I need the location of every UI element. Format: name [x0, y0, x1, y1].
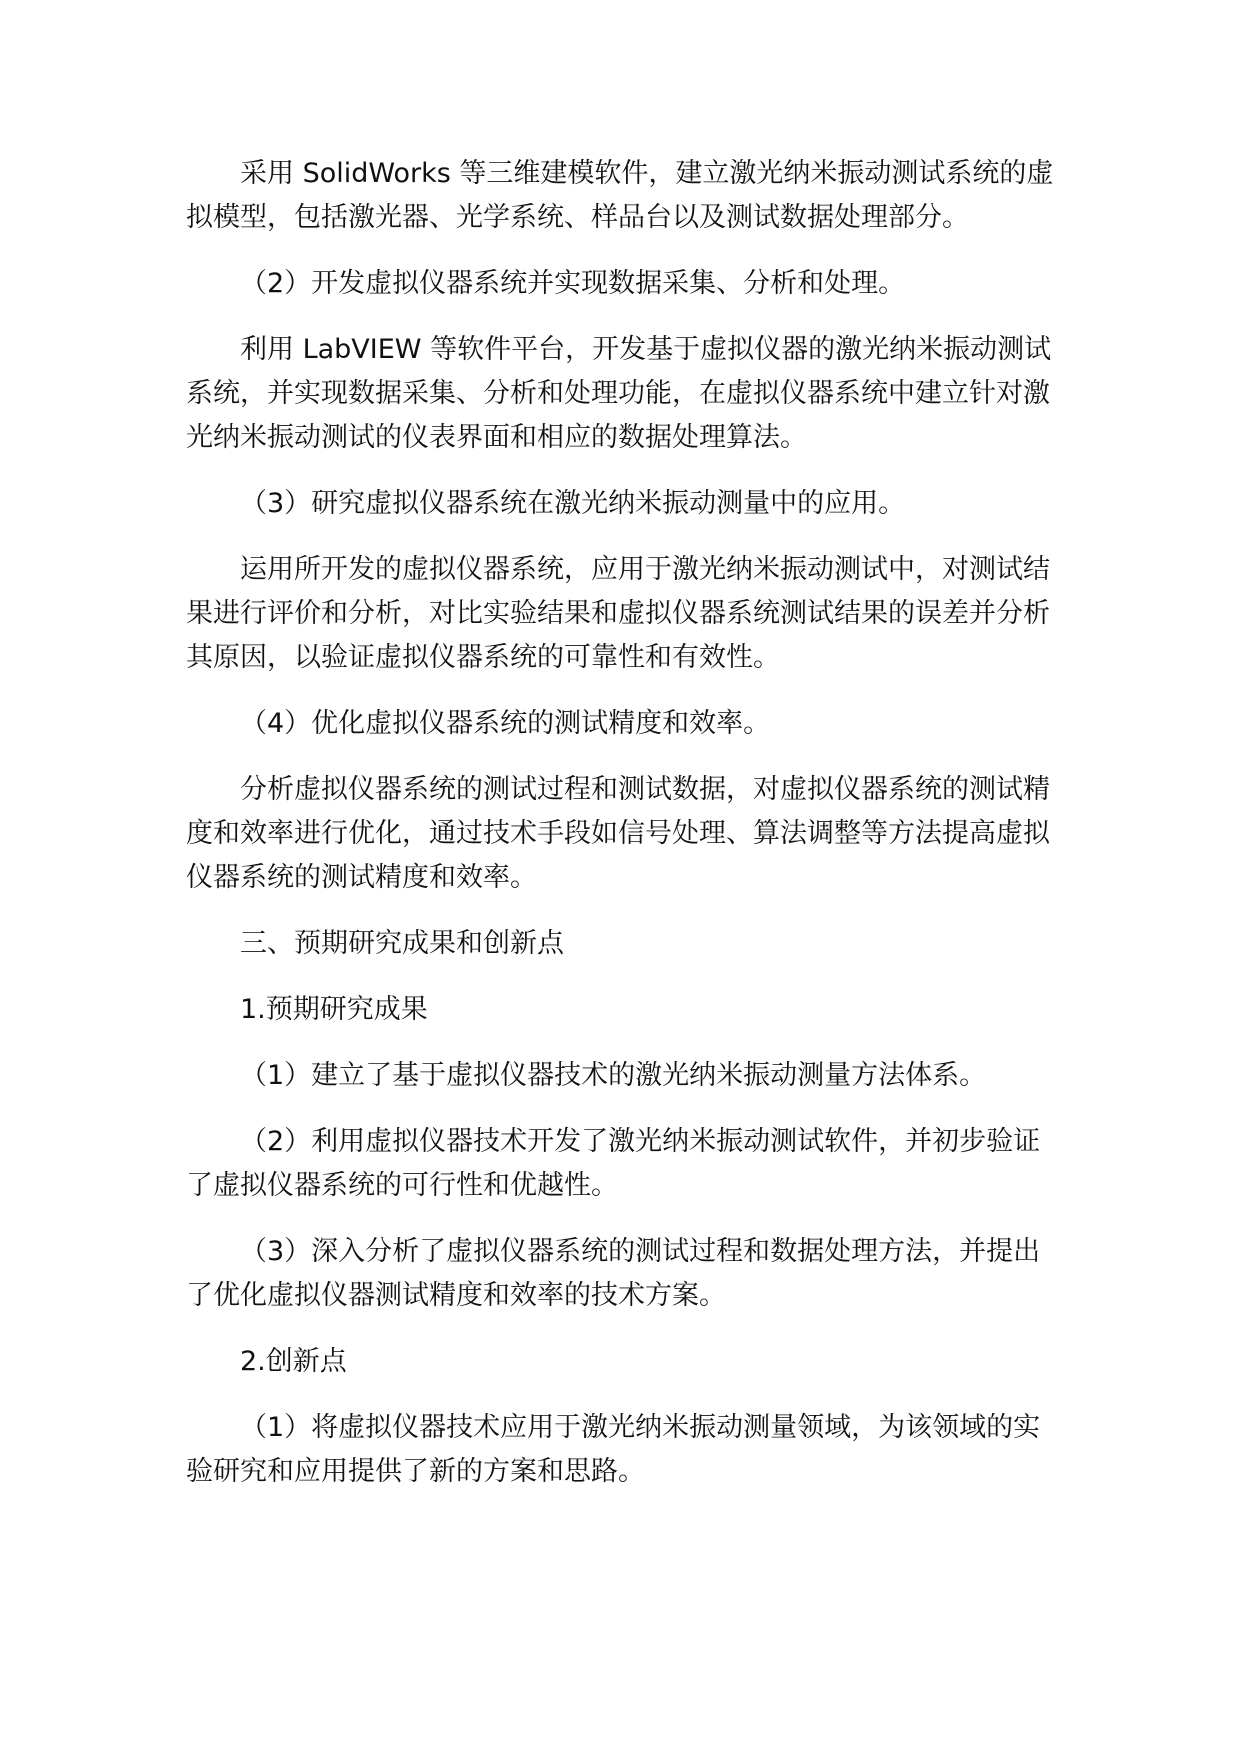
paragraph-item-3: （3）研究虚拟仪器系统在激光纳米振动测量中的应用。 [240, 488, 906, 519]
paragraph-result-3: （3）深入分析了虚拟仪器系统的测试过程和数据处理方法，并提出了优化虚拟仪器测试精度和效率的技术方案。 [186, 1236, 1041, 1311]
paragraph-result-1: （1）建立了基于虚拟仪器技术的激光纳米振动测量方法体系。 [240, 1060, 987, 1091]
section-heading-expected-results: 三、预期研究成果和创新点 [240, 928, 564, 959]
subheading-innovation: 2.创新点 [240, 1346, 347, 1377]
paragraph-item-2: （2）开发虚拟仪器系统并实现数据采集、分析和处理。 [240, 268, 906, 299]
paragraph-result-2: （2）利用虚拟仪器技术开发了激光纳米振动测试软件，并初步验证了虚拟仪器系统的可行性和优越性。 [186, 1126, 1041, 1201]
paragraph-modeling-desc: 采用 SolidWorks 等三维建模软件，建立激光纳米振动测试系统的虚拟模型，包括激光器、光学系统、样品台以及测试数据处理部分。 [186, 158, 1054, 233]
paragraph-labview-desc: 利用 LabVIEW 等软件平台，开发基于虚拟仪器的激光纳米振动测试系统，并实现数据采集、分析和处理功能，在虚拟仪器系统中建立针对激光纳米振动测试的仪表界面和相应的数据处理算法。 [186, 334, 1052, 453]
paragraph-innovation-1: （1）将虚拟仪器技术应用于激光纳米振动测量领域，为该领域的实验研究和应用提供了新的方案和思路。 [186, 1412, 1041, 1487]
document-body [186, 152, 1056, 1516]
paragraph-optimization-desc: 分析虚拟仪器系统的测试过程和测试数据，对虚拟仪器系统的测试精度和效率进行优化，通过技术手段如信号处理、算法调整等方法提高虚拟仪器系统的测试精度和效率。 [186, 774, 1050, 893]
subheading-expected-results: 1.预期研究成果 [240, 994, 428, 1025]
paragraph-item-4: （4）优化虚拟仪器系统的测试精度和效率。 [240, 708, 771, 739]
paragraph-application-desc: 运用所开发的虚拟仪器系统，应用于激光纳米振动测试中，对测试结果进行评价和分析，对比实验结果和虚拟仪器系统测试结果的误差并分析其原因，以验证虚拟仪器系统的可靠性和有效性。 [186, 554, 1050, 673]
